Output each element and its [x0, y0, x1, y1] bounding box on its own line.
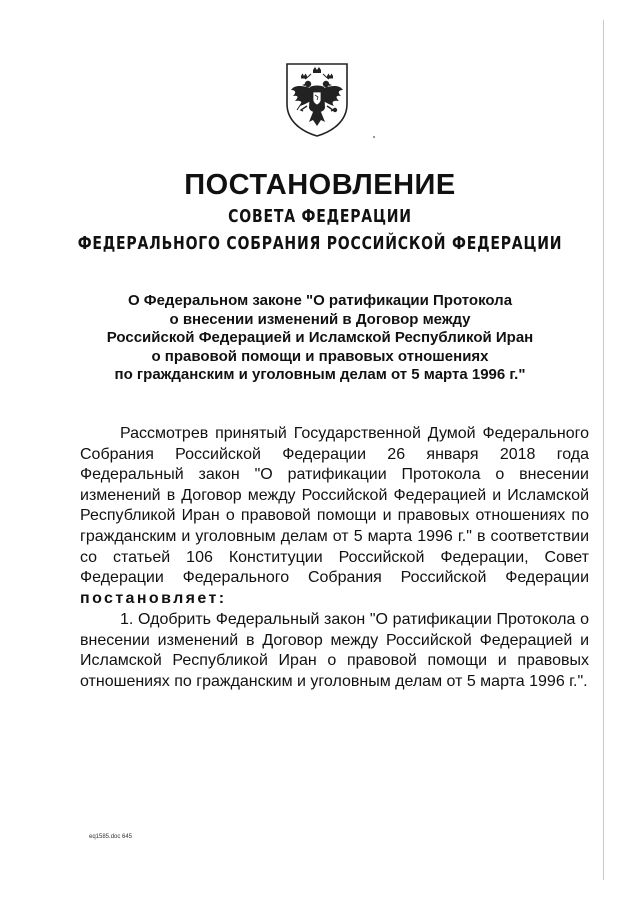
subject-line: о внесении изменений в Договор между	[169, 310, 471, 328]
body-paragraph-1	[80, 424, 589, 609]
issuer-line-2: ФЕДЕРАЛЬНОГО СОБРАНИЯ РОССИЙСКОЙ ФЕДЕРАЦИИ	[77, 233, 563, 254]
subject-line: по гражданским и уголовным делам от 5 марта 1996 г."	[114, 366, 526, 383]
issuer-line-1: СОВЕТА ФЕДЕРАЦИИ	[228, 206, 412, 227]
russian-coat-of-arms-icon	[283, 60, 351, 138]
body-paragraph-2	[80, 610, 589, 692]
subject-line: Российской Федерацией и Исламской Республикой Иран	[106, 329, 534, 346]
subject-line: о правовой помощи и правовых отношениях	[151, 347, 489, 365]
document-title: ПОСТАНОВЛЕНИЕ	[184, 169, 456, 201]
decree-word: постановляет:	[80, 589, 227, 607]
paragraph-1-text: Рассмотрев принятый Государственной Думой Федерального Собрания Российской Федерации 26 января 2018 года Федеральный закон "О ратификации Протокола о внесении изменений в Договор между Российской Федерацией и Исламской Республикой Иран о правовой помощи и правовых отношениях по гражданским и уголовным делам от 5 марта 1996 г." в соответствии со статьей 106 Конституции Российской Федерации, Совет Федерации Федерального Собрания Российской Федерации	[80, 425, 589, 587]
paragraph-2-text: 1. Одобрить Федеральный закон "О ратификации Протокола о внесении изменений в Договор между Российской Федерацией и Исламской Республикой Иран о правовой помощи и правовых отношениях по гражданским и уголовным делам от 5 марта 1996 г.".	[80, 611, 589, 690]
subject-line: О Федеральном законе "О ратификации Протокола	[127, 292, 513, 309]
scan-speck	[373, 136, 375, 138]
file-code: eq1585.doc 645	[89, 834, 133, 840]
document-subject	[70, 292, 570, 385]
scan-edge-line	[603, 20, 604, 880]
